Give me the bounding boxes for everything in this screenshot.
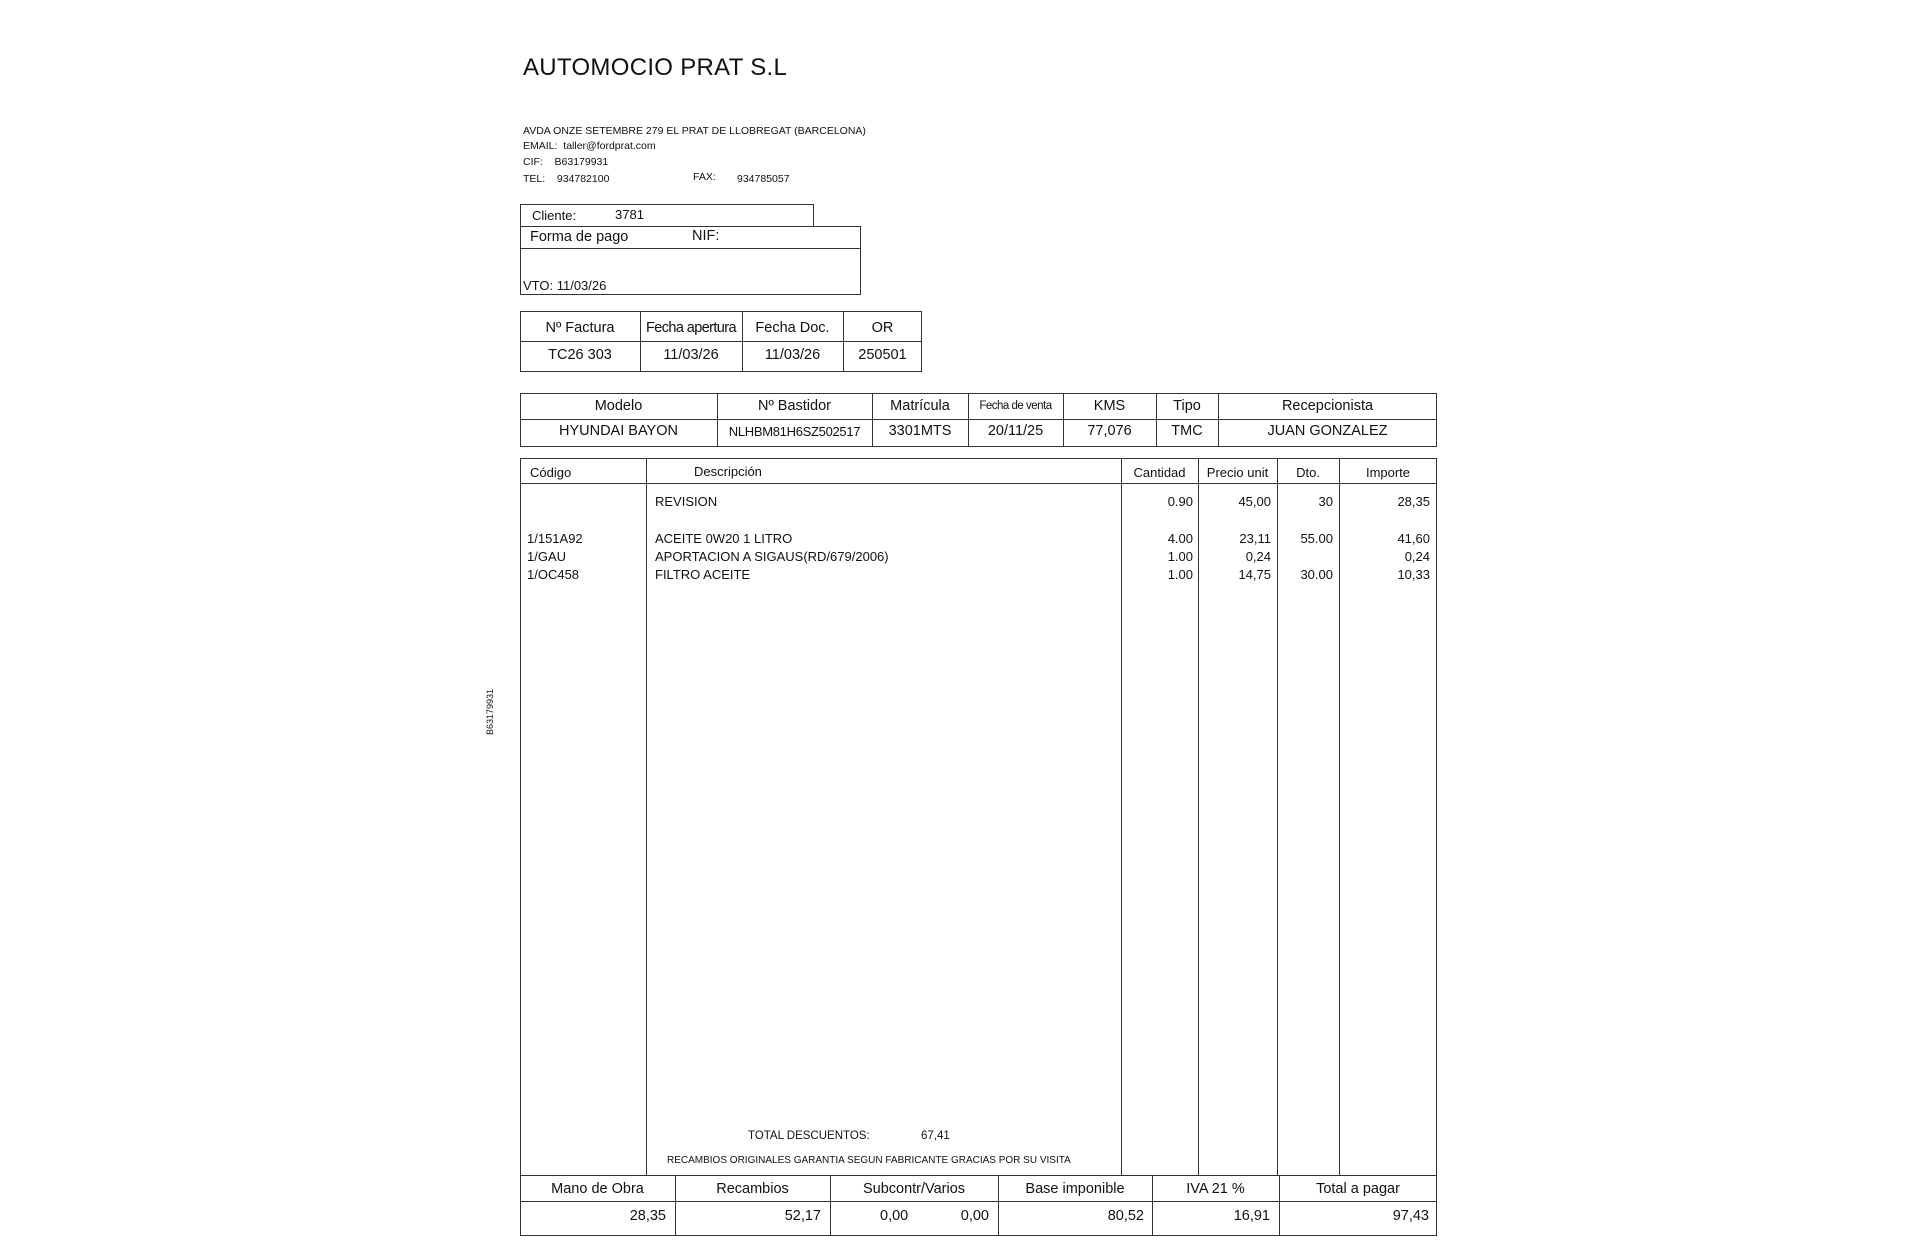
col-codigo: Código [530,465,572,480]
forma-pago-label: Forma de pago [530,229,629,245]
email-label: EMAIL: [523,140,558,152]
line-cantidad: 0.90 [1167,494,1193,509]
col-recepcionista: Recepcionista [1281,398,1374,414]
line-dto: 55.00 [1300,531,1333,546]
cliente-value: 3781 [615,207,644,222]
tel-label: TEL: [523,173,546,185]
col-bastidor: Nº Bastidor [758,398,831,414]
col-cantidad: Cantidad [1133,465,1186,480]
line-importe: 28,35 [1397,494,1430,509]
mano-obra-label: Mano de Obra [551,1181,644,1197]
line-codigo: 1/GAU [527,549,567,564]
line-importe: 0,24 [1404,549,1430,564]
line-descripcion: FILTRO ACEITE [655,567,751,582]
recambios-label: Recambios [716,1181,789,1197]
val-tipo: TMC [1171,423,1203,439]
line-descripcion: ACEITE 0W20 1 LITRO [655,531,793,546]
mano-obra-value: 28,35 [629,1208,666,1224]
line-dto: 30.00 [1300,567,1333,582]
iva-label: IVA 21 % [1186,1181,1245,1197]
line-codigo: 1/151A92 [527,531,583,546]
side-cif-text: B63179931 [485,688,495,735]
line-precio: 0,24 [1245,549,1271,564]
fax-value: 934785057 [737,173,790,185]
line-precio: 45,00 [1238,494,1271,509]
line-cantidad: 1.00 [1167,567,1193,582]
subcontr-label: Subcontr/Varios [862,1181,966,1197]
company-email [523,139,656,153]
total-label: Total a pagar [1316,1181,1400,1197]
company-name: AUTOMOCIO PRAT S.L [523,54,788,81]
fax-label: FAX: [693,171,716,183]
line-codigo: 1/OC458 [527,567,580,582]
recambios-value: 52,17 [784,1208,821,1224]
val-fecha-doc: 11/03/26 [764,347,821,363]
val-recepcionista: JUAN GONZALEZ [1267,423,1388,439]
total-descuentos-value: 67,41 [921,1130,950,1142]
company-cif [523,155,608,169]
col-factura: Nº Factura [545,320,615,336]
val-bastidor: NLHBM81H6SZ502517 [728,424,861,439]
val-fecha-venta: 20/11/25 [987,423,1044,439]
line-importe: 41,60 [1397,531,1430,546]
col-matricula: Matrícula [890,398,950,414]
tel-value: 934782100 [556,173,610,185]
col-fecha-doc: Fecha Doc. [755,320,830,336]
company-tel [523,172,609,186]
nif-label: NIF: [692,228,720,244]
col-importe: Importe [1365,465,1411,480]
val-matricula: 3301MTS [888,423,952,439]
footer-note: RECAMBIOS ORIGINALES GARANTIA SEGUN FABRICANTE GRACIAS POR SU VISITA [667,1155,1071,1166]
total-descuentos-label: TOTAL DESCUENTOS: [748,1130,870,1142]
col-kms: KMS [1093,398,1126,414]
col-descripcion: Descripción [694,464,762,479]
line-cantidad: 1.00 [1167,549,1193,564]
col-fecha-venta: Fecha de venta [979,400,1052,412]
base-value: 80,52 [1107,1208,1144,1224]
val-or: 250501 [858,347,907,363]
line-precio: 23,11 [1239,531,1271,546]
col-dto: Dto. [1296,465,1320,480]
col-precio: Precio unit [1206,465,1269,480]
col-or: OR [871,320,894,336]
email-value: taller@fordprat.com [563,140,656,152]
lines-table [520,458,1437,1176]
cif-label: CIF: [523,156,543,168]
total-value: 97,43 [1392,1208,1429,1224]
line-precio: 14,75 [1238,567,1271,582]
val-fecha-apertura: 11/03/26 [663,347,719,363]
col-tipo: Tipo [1173,398,1201,414]
iva-value: 16,91 [1233,1208,1270,1224]
vto-date: VTO: 11/03/26 [523,278,607,293]
subcontr-value-1: 0,00 [880,1208,909,1224]
line-descripcion: APORTACION A SIGAUS(RD/679/2006) [655,549,889,564]
val-kms: 77,076 [1087,423,1132,439]
val-modelo: HYUNDAI BAYON [559,423,678,439]
subcontr-value-2: 0,00 [960,1208,989,1224]
line-importe: 10,33 [1397,567,1430,582]
col-modelo: Modelo [594,398,643,414]
cif-value: B63179931 [554,156,609,168]
company-address: AVDA ONZE SETEMBRE 279 EL PRAT DE LLOBREGAT (BARCELONA) [523,125,866,137]
cliente-label: Cliente: [532,208,577,223]
base-label: Base imponible [1025,1181,1125,1197]
line-dto: 30 [1318,494,1333,509]
val-factura: TC26 303 [548,347,612,363]
col-fecha-apertura: Fecha apertura [646,320,736,336]
line-descripcion: REVISION [655,494,718,509]
line-cantidad: 4.00 [1167,531,1193,546]
